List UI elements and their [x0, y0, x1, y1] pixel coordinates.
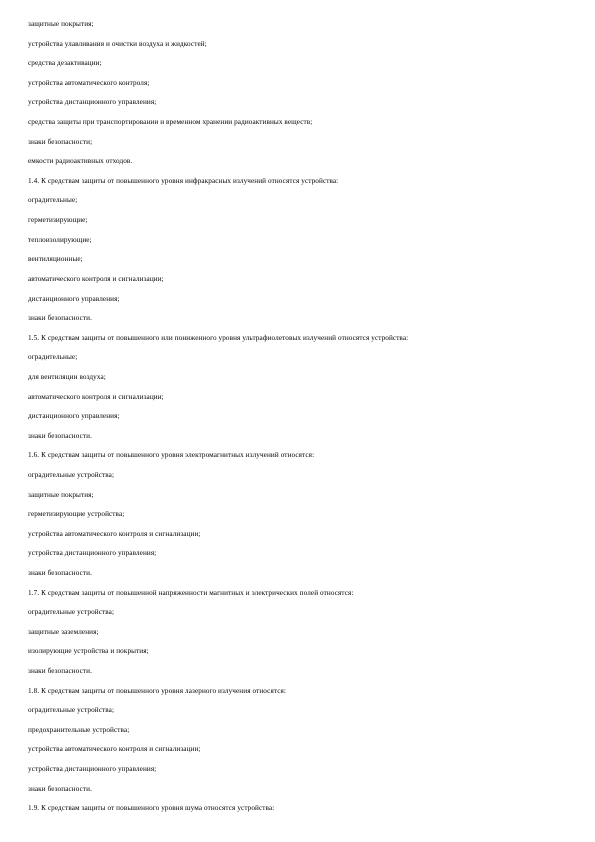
text-line: средства защиты при транспортировании и временном хранении радиоактивных веществ;: [28, 118, 313, 126]
section-heading: 1.4. К средствам защиты от повышенного уровня инфракрасных излучений относятся устройства:: [28, 177, 339, 185]
text-line: герметизирующие устройства;: [28, 510, 125, 518]
section-heading: 1.7. К средствам защиты от повышенной напряженности магнитных и электрических полей относятся:: [28, 589, 354, 597]
text-line: автоматического контроля и сигнализации;: [28, 393, 164, 401]
text-line: автоматического контроля и сигнализации;: [28, 275, 164, 283]
text-line: оградительные устройства;: [28, 471, 115, 479]
text-line: устройства дистанционного управления;: [28, 765, 157, 773]
text-line: предохранительные устройства;: [28, 726, 130, 734]
text-line: защитные заземления;: [28, 628, 99, 636]
text-line: устройства автоматического контроля;: [28, 79, 150, 87]
text-line: устройства дистанционного управления;: [28, 98, 157, 106]
text-line: защитные покрытия;: [28, 20, 94, 28]
text-line: знаки безопасности.: [28, 432, 92, 440]
section-heading: 1.6. К средствам защиты от повышенного уровня электромагнитных излучений относятся:: [28, 451, 315, 459]
text-line: оградительные;: [28, 353, 78, 361]
text-line: устройства улавливания и очистки воздуха и жидкостей;: [28, 40, 207, 48]
section-heading: 1.5. К средствам защиты от повышенного или пониженного уровня ультрафиолетовых излучений относятся устройства:: [28, 334, 409, 342]
text-line: вентиляционные;: [28, 255, 83, 263]
section-heading: 1.8. К средствам защиты от повышенного уровня лазерного излучения относятся:: [28, 687, 286, 695]
text-line: теплоизолирующие;: [28, 236, 92, 244]
text-line: защитные покрытия;: [28, 491, 94, 499]
text-line: знаки безопасности;: [28, 138, 93, 146]
text-line: средства дезактивации;: [28, 59, 102, 67]
text-line: герметизирующие;: [28, 216, 88, 224]
text-line: устройства автоматического контроля и сигнализации;: [28, 745, 201, 753]
text-line: знаки безопасности.: [28, 667, 92, 675]
text-line: для вентиляции воздуха;: [28, 373, 106, 381]
text-line: емкости радиоактивных отходов.: [28, 157, 133, 165]
text-line: оградительные устройства;: [28, 608, 115, 616]
text-line: изолирующие устройства и покрытия;: [28, 647, 149, 655]
text-line: знаки безопасности.: [28, 785, 92, 793]
text-line: знаки безопасности.: [28, 569, 92, 577]
text-line: дистанционного управления;: [28, 412, 120, 420]
text-line: оградительные устройства;: [28, 706, 115, 714]
text-line: оградительные;: [28, 196, 78, 204]
text-line: дистанционного управления;: [28, 295, 120, 303]
text-line: устройства автоматического контроля и сигнализации;: [28, 530, 201, 538]
section-heading: 1.9. К средствам защиты от повышенного уровня шума относятся устройства:: [28, 804, 275, 812]
text-line: знаки безопасности.: [28, 314, 92, 322]
text-line: устройства дистанционного управления;: [28, 549, 157, 557]
